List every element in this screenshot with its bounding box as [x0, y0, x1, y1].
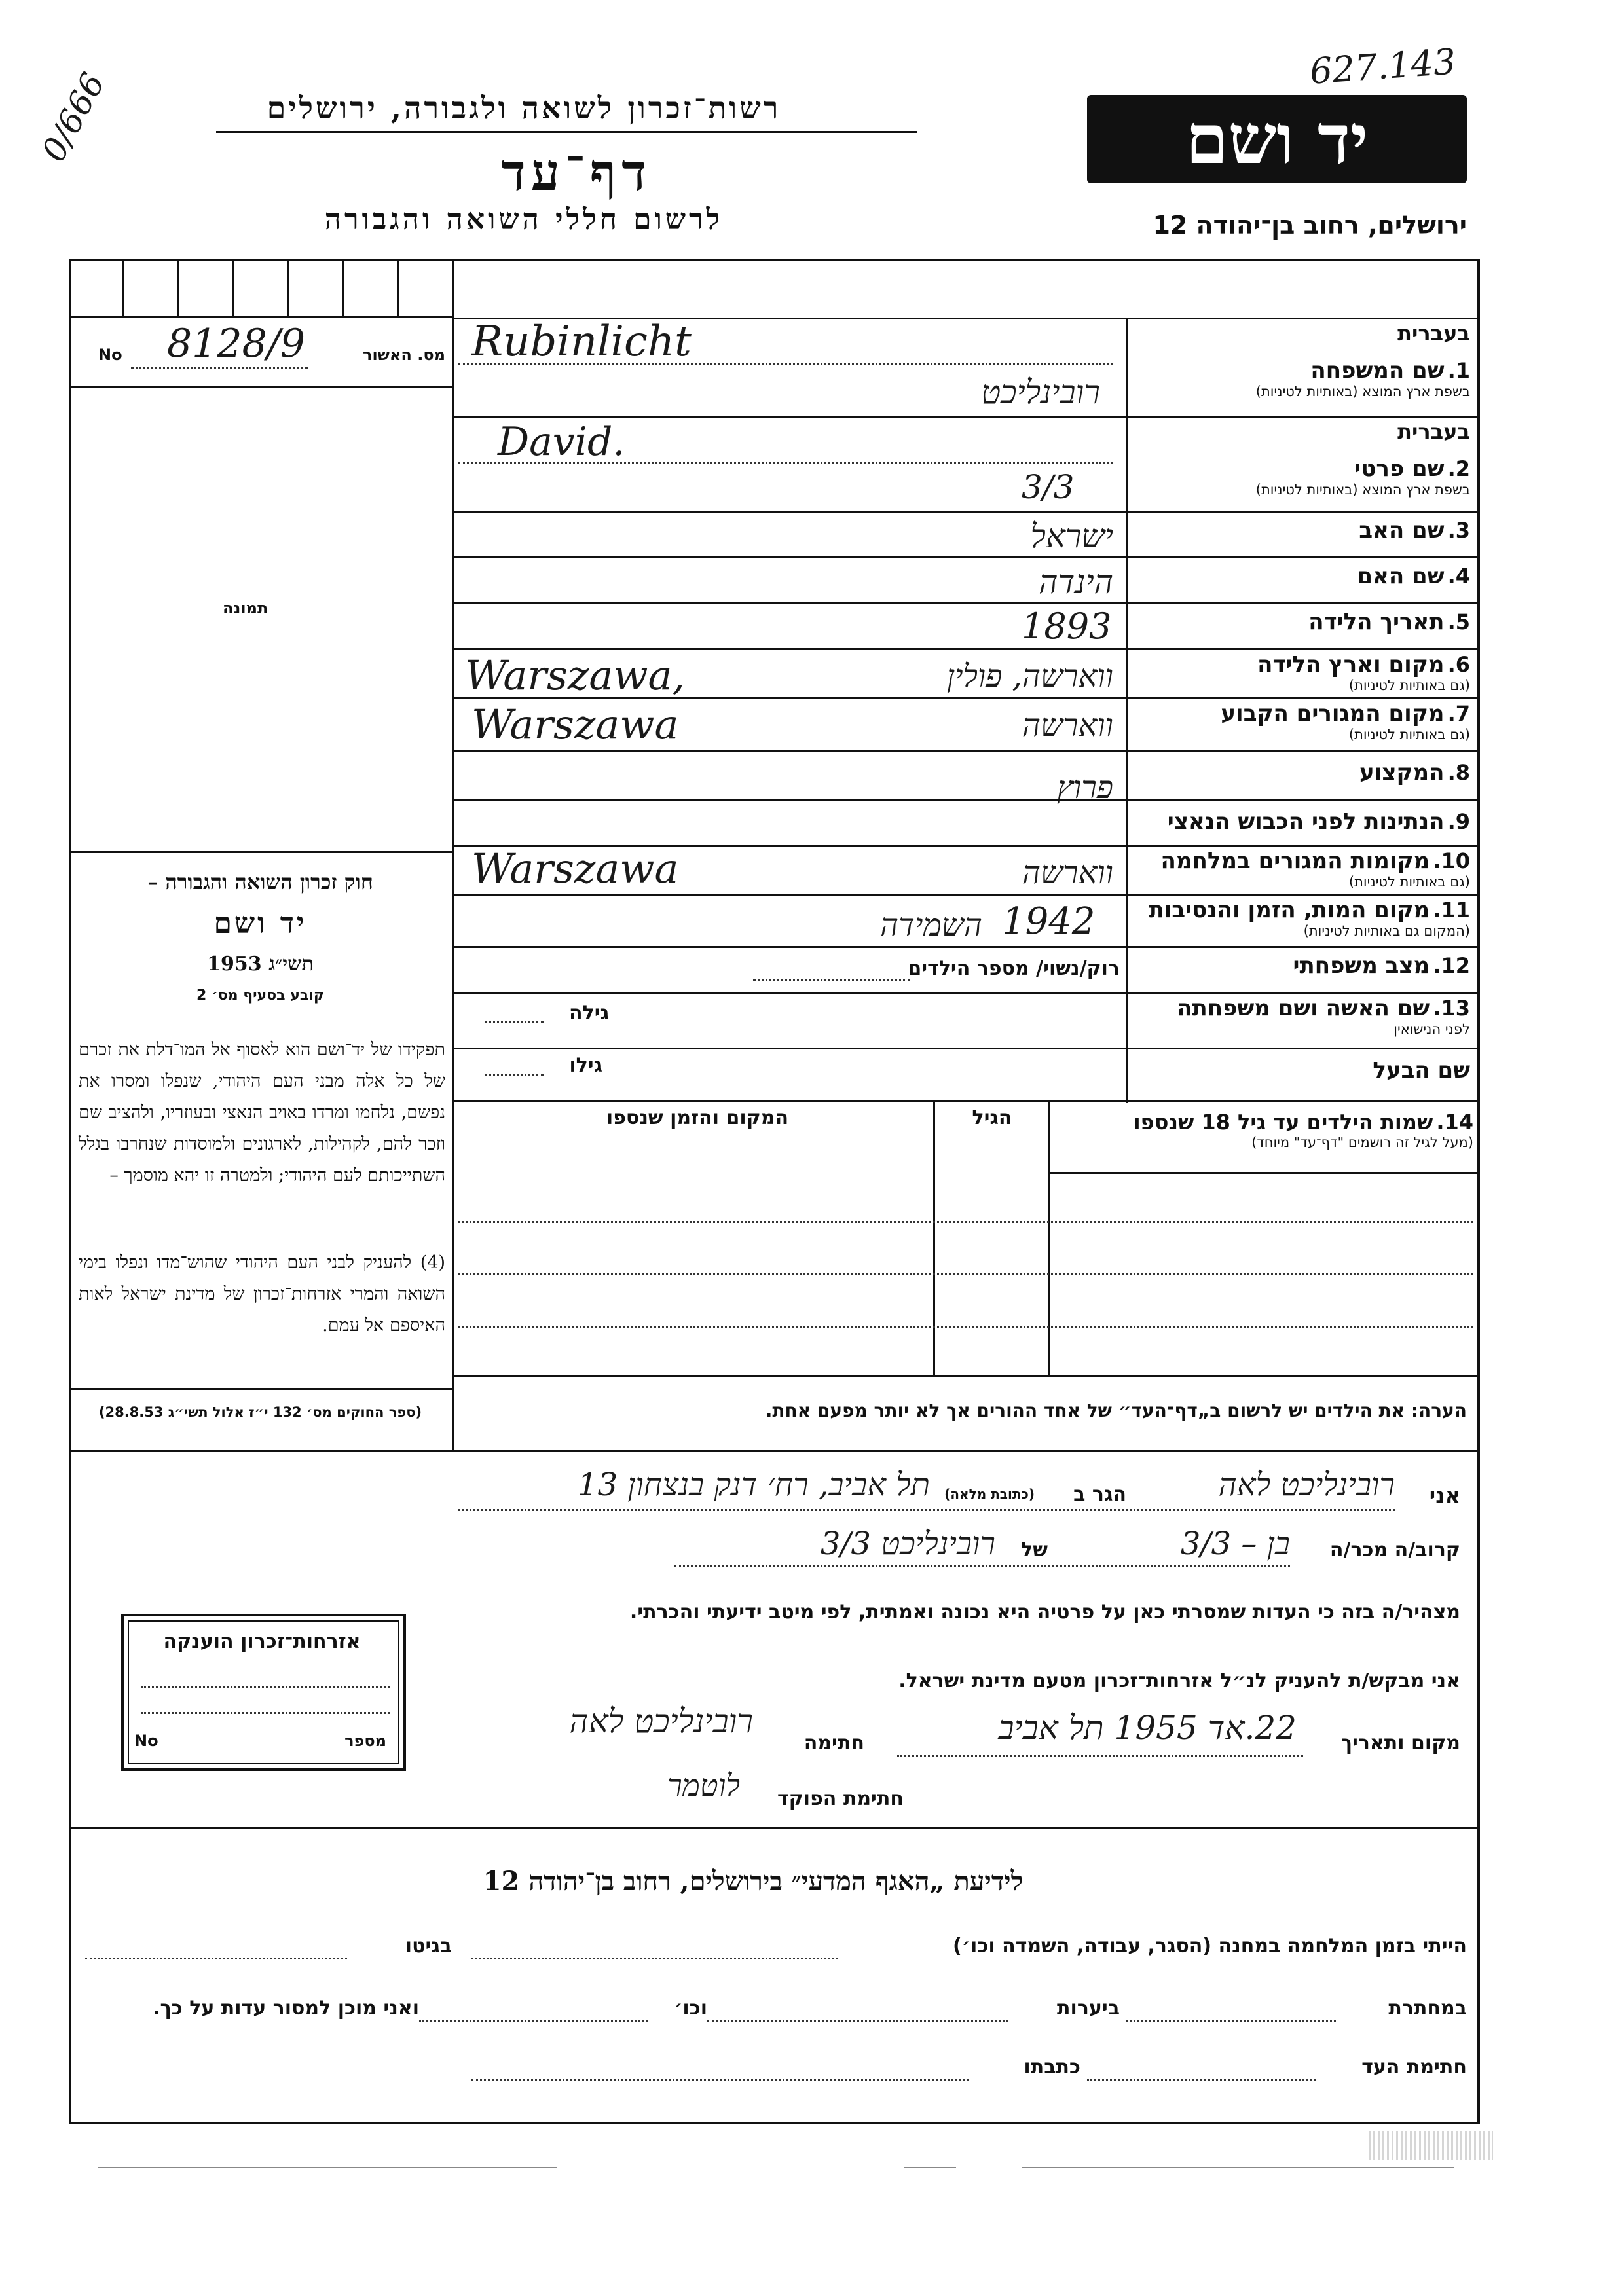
children-bottom-line: [452, 1375, 1480, 1377]
decl-officer-value: לוטמר: [667, 1768, 740, 1803]
bottom-line3-dots-a: [1087, 2079, 1316, 2081]
field-13-age: גילה: [569, 1002, 609, 1025]
field-12-line: [753, 979, 910, 981]
field-3-label: שם האב: [1359, 517, 1445, 543]
decl-gar: הגר ב: [1073, 1483, 1126, 1506]
field-9-num: 9.: [1447, 809, 1470, 834]
margin-mark: 0/666: [34, 66, 113, 168]
note-bottom-line: [69, 1450, 1480, 1452]
approval-no-prefix: No: [98, 346, 122, 364]
row-6-line: [452, 697, 1480, 699]
citizenship-title: אזרחות־זכרון הוענקה: [163, 1630, 361, 1653]
photo-bottom-line: [69, 851, 452, 853]
field-9-row: [1130, 809, 1470, 835]
field-10-row: [1130, 848, 1470, 890]
field-7-num: 7.: [1447, 701, 1470, 726]
decl-signature-value: רובינליכט לאה: [569, 1702, 753, 1740]
field-5-row: [1130, 609, 1470, 635]
form-title: דף־עד: [501, 143, 652, 202]
row-7-line: [452, 750, 1480, 752]
field-7-latin: Warszawa: [471, 701, 679, 748]
law-ref: (ספר החוקים מס׳ 132 י״ז אלול תשי״ג 28.8.53): [98, 1404, 422, 1420]
bottom-line2-dots-c: [419, 2020, 648, 2022]
approval-value: 8128/9: [167, 321, 306, 367]
field-3-row: [1130, 517, 1470, 543]
decl-place-date-value: 22.אד 1955 תל אביב: [998, 1709, 1297, 1747]
bottom-line2-dots-a: [1126, 2020, 1336, 2022]
citizenship-line-2: [141, 1712, 390, 1714]
children-num: 14.: [1436, 1110, 1473, 1135]
field-11-sub: (המקום גם באותיות לטיניות): [1303, 923, 1470, 939]
authority-name: רשות־זכרון לשואה ולגבורה, ירושלים: [267, 90, 781, 126]
decl-address-value: תל אביב, רח׳ דנק בנצחון 13: [578, 1467, 930, 1503]
field-7-hebrew: ווארשה: [1022, 707, 1113, 744]
approval-row-line: [69, 386, 452, 388]
row-1-line: [452, 416, 1480, 418]
children-col-2: [933, 1100, 935, 1375]
code-boxes: [69, 259, 452, 318]
children-label: שמות הילדים עד גיל 18 שנספו: [1133, 1110, 1433, 1135]
bottom-line2-d: ואני מוכן למסור עדות על כך.: [153, 1997, 419, 2020]
decl-signature: חתימה: [803, 1732, 864, 1755]
field-13-row: [1130, 995, 1470, 1037]
field-7-label: מקום המגורים הקבוע: [1221, 701, 1445, 727]
children-col-age: הגיל: [972, 1106, 1012, 1129]
field-9-label: הנתינות לפני הכבוש הנאצי: [1167, 809, 1445, 835]
row-5-line: [452, 648, 1480, 650]
form-subtitle: לרשום חללי השואה והגבורה: [324, 203, 724, 236]
decl-request: אני מבקש/ת להעניק לנ״ל אזרחות־זכרון מטעם מדינת ישראל.: [898, 1669, 1460, 1692]
declaration-bottom-line: [69, 1827, 1480, 1829]
field-2-num: 2.: [1447, 456, 1470, 481]
approval-line: [131, 367, 308, 369]
field-7-sub: (גם באותיות לטיניות): [1348, 727, 1470, 742]
row-4-line: [452, 602, 1480, 604]
field-1-label-group: [1130, 321, 1470, 399]
children-line-2: [458, 1273, 1473, 1275]
row-13-line: [452, 1048, 1480, 1049]
field-2-label-group: [1130, 419, 1470, 498]
row-10-line: [452, 894, 1480, 896]
field-6-hebrew: ווארשה, פולין: [946, 658, 1113, 695]
field-10-sub: (גם באותיות לטיניות): [1348, 874, 1470, 890]
field-7-row: [1130, 701, 1470, 742]
field-11-label: מקום המות, הזמן והנסיבות: [1149, 897, 1430, 923]
row-3-line: [452, 556, 1480, 558]
decl-relative-value: בן – 3/3: [1180, 1525, 1290, 1562]
decl-ani-value: רובינליכט לאה: [1218, 1467, 1395, 1503]
field-13-sub: לפני הנישואין: [1393, 1021, 1470, 1037]
field-13-label: שם האשה ושם משפחתה: [1177, 995, 1430, 1021]
field-1-num: 1.: [1447, 358, 1470, 383]
scan-line-1: [98, 2167, 557, 2168]
law-year: תשי״ג 1953: [207, 953, 314, 975]
row-12-line: [452, 992, 1480, 994]
children-sub: (מעל לגיל זה רושמים "דף־עד" מיוחד): [1251, 1135, 1473, 1150]
bottom-line3-b: כתבתו: [1024, 2056, 1080, 2079]
field-1-line-a: [458, 363, 1113, 365]
bottom-line3-dots-b: [471, 2079, 969, 2081]
bottom-line1-dots-a: [471, 1958, 838, 1959]
bottom-line1-dots-b: [85, 1958, 347, 1959]
field-13-num: 13.: [1433, 996, 1470, 1021]
photo-label: תמונה: [223, 599, 268, 617]
bottom-line2-c: וכו׳: [674, 1997, 707, 2020]
field-husband-age: גילו: [569, 1054, 602, 1077]
decl-officer: חתימת הפוקד: [777, 1787, 904, 1810]
label-column-divider: [1126, 318, 1128, 1103]
field-2-sub: בשפת ארץ המוצא (באותיות לטיניות): [1255, 482, 1470, 498]
field-4-num: 4.: [1447, 564, 1470, 589]
children-line-1: [458, 1221, 1473, 1223]
law-ref-top-line: [69, 1388, 452, 1390]
field-6-label: מקום וארץ הלידה: [1257, 651, 1445, 678]
decl-shel-value: רובינליכט 3/3: [820, 1525, 995, 1562]
bottom-line2-b: ביערות: [1057, 1997, 1120, 2020]
decl-line-1: [458, 1509, 1395, 1511]
field-5-label: תאריך הלידה: [1308, 609, 1445, 635]
field-2-hebrew: 3/3: [1022, 468, 1075, 506]
authority-underline: [216, 131, 917, 133]
bottom-line1-b: בגיטו: [405, 1935, 452, 1958]
field-11-row: [1130, 897, 1470, 939]
field-13-age-line: [485, 1021, 544, 1023]
row-2-line: [452, 511, 1480, 513]
bottom-line2-a: במחתרת: [1388, 1997, 1467, 2020]
law-name: יד ושם: [213, 907, 307, 940]
field-8-value: פרוץ: [1056, 769, 1113, 806]
yad-vashem-logo: [1087, 95, 1467, 183]
law-section: קובע בסעיף מס׳ 2: [196, 987, 325, 1004]
field-2-tag: בעברית: [1397, 419, 1470, 444]
children-col-1: [1048, 1100, 1050, 1375]
law-title: חוק זכרון השואה והגבורה –: [147, 869, 373, 894]
decl-statement: מצהיר/ה בזה כי העדות שמסרתי כאן על פרטיה היא נכונה ואמתית, לפי מיטב ידיעתי והכרתי.: [629, 1601, 1460, 1624]
field-12-mid: רוק/נשוי/ מספר הילדים: [908, 957, 1120, 980]
bottom-line1-a: הייתי בזמן המלחמה במחנה (הסגר, עבודה, השמדה וכו׳): [953, 1935, 1467, 1958]
field-4-row: [1130, 563, 1470, 589]
citizenship-line-1: [141, 1686, 390, 1688]
bottom-title: לידיעת „האגף המדעי״ בירושלים, רחוב בן־יהודה 12: [483, 1866, 1024, 1897]
field-husband-age-line: [485, 1074, 544, 1076]
decl-line-2: [674, 1565, 1290, 1567]
children-col-place: המקום והזמן שנספו: [606, 1106, 789, 1129]
scan-noise: [1369, 2131, 1493, 2160]
field-11-num: 11.: [1433, 898, 1470, 922]
field-12-num: 12.: [1433, 953, 1470, 978]
field-1-sub: בשפת ארץ המוצא (באותיות לטיניות): [1255, 384, 1470, 399]
law-text-1: תפקידו של יד־ושם הוא לאסוף אל המו־דלת את זכרם של כל אלה מבני העם היהודי, שנפלו ומסרו את נפשם, נלחמו ומרדו באויב הנאצי ובעוזריו, ולהציב שם וזכר להם, לקהילות, לארגונים ולמוסדות שנחרבו בגלל השתייכותם לעם היהודי; ולמטרה זו יהא מוסמך –: [79, 1040, 445, 1186]
decl-full-address: (כתובת מלאה): [944, 1486, 1035, 1502]
note: הערה: את הילדים יש לרשום ב„דף־העד״ של אחד ההורים אך לא יותר מפעם אחת.: [765, 1400, 1467, 1421]
field-4-value: הינדה: [1039, 563, 1113, 601]
row-11-line: [452, 946, 1480, 948]
field-3-num: 3.: [1447, 518, 1470, 543]
decl-place-date: מקום ותאריך: [1340, 1732, 1460, 1755]
field-husband-label: שם הבעל: [1373, 1057, 1470, 1084]
field-6-num: 6.: [1447, 652, 1470, 677]
archive-number: 627.143: [1308, 41, 1458, 92]
decl-ani: אני: [1429, 1483, 1460, 1508]
row-husband-line: [452, 1100, 1480, 1102]
law-text-2: (4) להעניק לבני העם היהודי שהוש־מדו ונפלו בימי השואה והמרי אזרחות־זכרון של מדינת ישראל לאות האיספם אל עמם.: [79, 1252, 445, 1336]
decl-shel: של: [1021, 1539, 1048, 1561]
field-2-latin: David.: [498, 419, 625, 465]
field-husband-row: [1130, 1057, 1470, 1084]
field-6-row: [1130, 651, 1470, 693]
field-10-hebrew: ווארשה: [1022, 854, 1113, 891]
scan-line-3: [1022, 2167, 1454, 2168]
field-5-value: 1893: [1022, 606, 1112, 647]
field-11-hebrew: השמידה: [879, 907, 982, 943]
field-8-num: 8.: [1447, 760, 1470, 785]
field-1-latin: Rubinlicht: [471, 318, 692, 366]
bottom-line3-a: חתימת העד: [1361, 2056, 1467, 2079]
citizenship-no: No: [134, 1732, 158, 1750]
citizenship-number: מספר: [344, 1732, 386, 1750]
decl-place-date-line: [897, 1755, 1303, 1757]
field-12-label: מצב משפחתי: [1293, 953, 1430, 979]
field-1-tag: בעברית: [1397, 321, 1470, 346]
field-2-label: שם פרטי: [1354, 456, 1445, 482]
field-12-row: [1130, 953, 1470, 979]
row-8-line: [452, 799, 1480, 801]
field-10-label: מקומות המגורים במלחמה: [1160, 848, 1430, 874]
sidebar-divider: [452, 259, 454, 1450]
decl-relative: קרוב/ה מכר/ה: [1329, 1539, 1460, 1561]
field-8-row: [1130, 759, 1470, 786]
field-6-sub: (גם באותיות לטיניות): [1348, 678, 1470, 693]
children-header-line: [1048, 1172, 1480, 1174]
field-1-hebrew: רובינליכט: [981, 373, 1100, 411]
approval-label: מס. האשור: [363, 346, 445, 364]
field-3-value: ישראל: [1030, 517, 1113, 555]
field-10-num: 10.: [1433, 848, 1470, 873]
field-11-year: 1942: [1002, 900, 1096, 943]
field-8-label: המקצוע: [1359, 759, 1445, 786]
children-label-group: [1054, 1110, 1473, 1150]
field-2-line-a: [458, 462, 1113, 464]
scan-line-2: [904, 2167, 956, 2168]
header-address: ירושלים, רחוב בן־יהודה 12: [1153, 211, 1467, 240]
field-6-latin: Warszawa,: [465, 651, 686, 699]
field-10-latin: Warszawa: [471, 845, 679, 892]
field-5-num: 5.: [1447, 610, 1470, 634]
bottom-line2-dots-b: [707, 2020, 1008, 2022]
children-line-3: [458, 1326, 1473, 1328]
field-1-label: שם המשפחה: [1310, 357, 1445, 384]
logo-text: יד ושם: [1185, 99, 1369, 179]
field-4-label: שם האם: [1357, 563, 1445, 589]
